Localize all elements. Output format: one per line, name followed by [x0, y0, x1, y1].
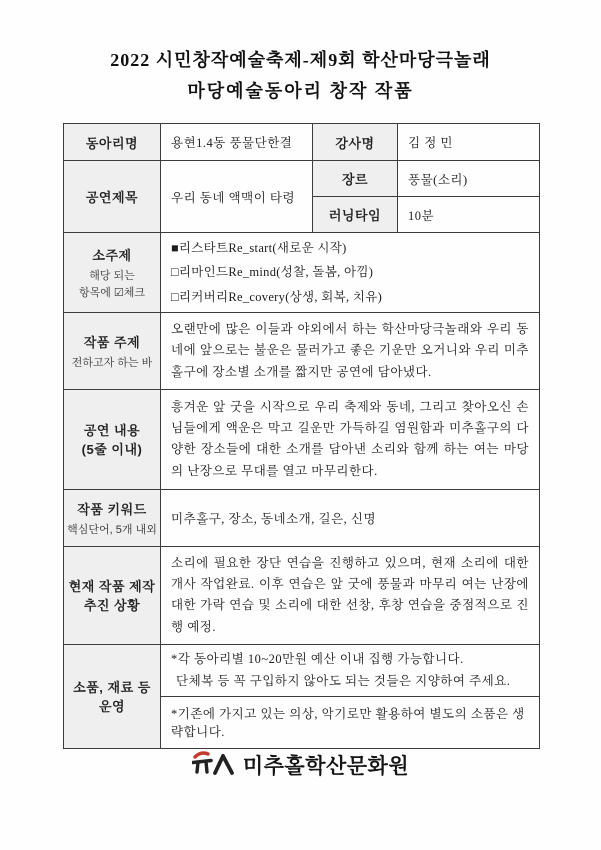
props-note1	[161, 644, 540, 696]
table-row	[64, 644, 540, 696]
subtheme-option-recovery: □리커버리Re_covery(상생, 회복, 치유)	[171, 289, 383, 304]
show-title-label: 공연제목	[64, 161, 161, 233]
keywords-value: 미추홀구, 장소, 동네소개, 길은, 신명	[161, 489, 540, 546]
instructor-label: 강사명	[313, 124, 398, 161]
theme-label-text: 작품 주제	[83, 335, 141, 350]
table-row	[64, 233, 540, 313]
props-note1-line1: *각 동아리별 10~20만원 예산 이내 집행 가능합니다.	[171, 651, 464, 666]
subtheme-option-remind: □리마인드Re_mind(성찰, 돌봄, 아낌)	[171, 265, 374, 280]
table-row	[64, 313, 540, 390]
keywords-label-text: 작품 키워드	[77, 501, 147, 517]
document-title-line2: 마당예술동아리 창작 작품	[187, 81, 414, 101]
theme-label	[64, 313, 161, 390]
document-title-line1: 2022 시민창작예술축제-제9회 학산마당극놀래	[110, 50, 491, 70]
organization-name: 미추홀학산문화원	[242, 755, 410, 778]
subtheme-options	[161, 233, 540, 313]
running-time-label: 러닝타임	[313, 197, 398, 233]
props-label-line1: 소품, 재료 등	[73, 680, 151, 696]
content-value: 흥겨운 앞 굿을 시작으로 우리 축제와 동네, 그리고 찾아오신 손님들에게 액운은 막고 길운만 가득하길 염원함과 미추홀구의 다양한 장소들에 대한 소개를 담아낸 소리와 함께 하는 여는 마당의 난장으로 무대를 열고 마무리한다.	[161, 389, 540, 489]
theme-value: 오랜만에 많은 이들과 야외에서 하는 학산마당극놀래와 우리 동네에 앞으로는 불운은 물러가고 좋은 기운만 오거니와 우리 미추홀구에 장소별 소개를 짧지만 공연에 담아냈다.	[161, 313, 540, 390]
genre-value: 풍물(소리)	[398, 161, 540, 197]
content-sublabel: (5줄 이내)	[81, 442, 143, 458]
props-label	[64, 644, 161, 748]
genre-label: 장르	[313, 161, 398, 197]
theme-sublabel: 전하고자 하는 바	[71, 357, 153, 369]
instructor-value: 김 정 민	[398, 124, 540, 161]
club-name-label: 동아리명	[64, 124, 161, 161]
subtheme-option-restart: ■리스타트Re_start(새로운 시작)	[171, 241, 347, 255]
props-note1-line2: 단체복 등 꼭 구입하지 않아도 되는 것들은 지양하여 주세요.	[176, 674, 511, 689]
club-name-value: 용현1.4동 풍물단한결	[161, 124, 313, 161]
table-row	[64, 124, 540, 161]
subtheme-label-text: 소주제	[92, 248, 132, 264]
progress-label	[64, 546, 161, 644]
keywords-label	[64, 489, 161, 546]
props-label-line2: 운영	[98, 699, 126, 715]
running-time-value: 10분	[398, 197, 540, 233]
show-title-value: 우리 동네 액맥이 타령	[161, 161, 313, 233]
content-label-text: 공연 내용	[83, 423, 141, 439]
submission-form-table	[63, 123, 540, 749]
haksan-logo-icon	[192, 748, 238, 782]
table-row	[64, 389, 540, 489]
subtheme-sublabel-line2: 항목에 ☑체크	[78, 287, 146, 300]
progress-label-line2: 추진 상황	[83, 598, 141, 614]
subtheme-label	[64, 233, 161, 313]
progress-value: 소리에 필요한 장단 연습을 진행하고 있으며, 현재 소리에 대한 개사 작업완료. 이후 연습은 앞 굿에 풍물과 마무리 여는 난장에 대한 가락 연습 및 소리에 대한 선창, 후창 연습을 중점적으로 진행 예정.	[161, 546, 540, 644]
props-note2: *기존에 가지고 있는 의상, 악기로만 활용하여 별도의 소품은 생략합니다.	[161, 696, 540, 748]
content-label	[64, 389, 161, 489]
table-row	[64, 546, 540, 644]
subtheme-sublabel-line1: 해당 되는	[89, 270, 135, 283]
table-row	[64, 489, 540, 546]
table-row	[64, 161, 540, 197]
footer	[0, 748, 601, 782]
progress-label-line1: 현재 작품 제작	[68, 579, 156, 595]
keywords-sublabel: 핵심단어, 5개 내외	[67, 523, 157, 536]
